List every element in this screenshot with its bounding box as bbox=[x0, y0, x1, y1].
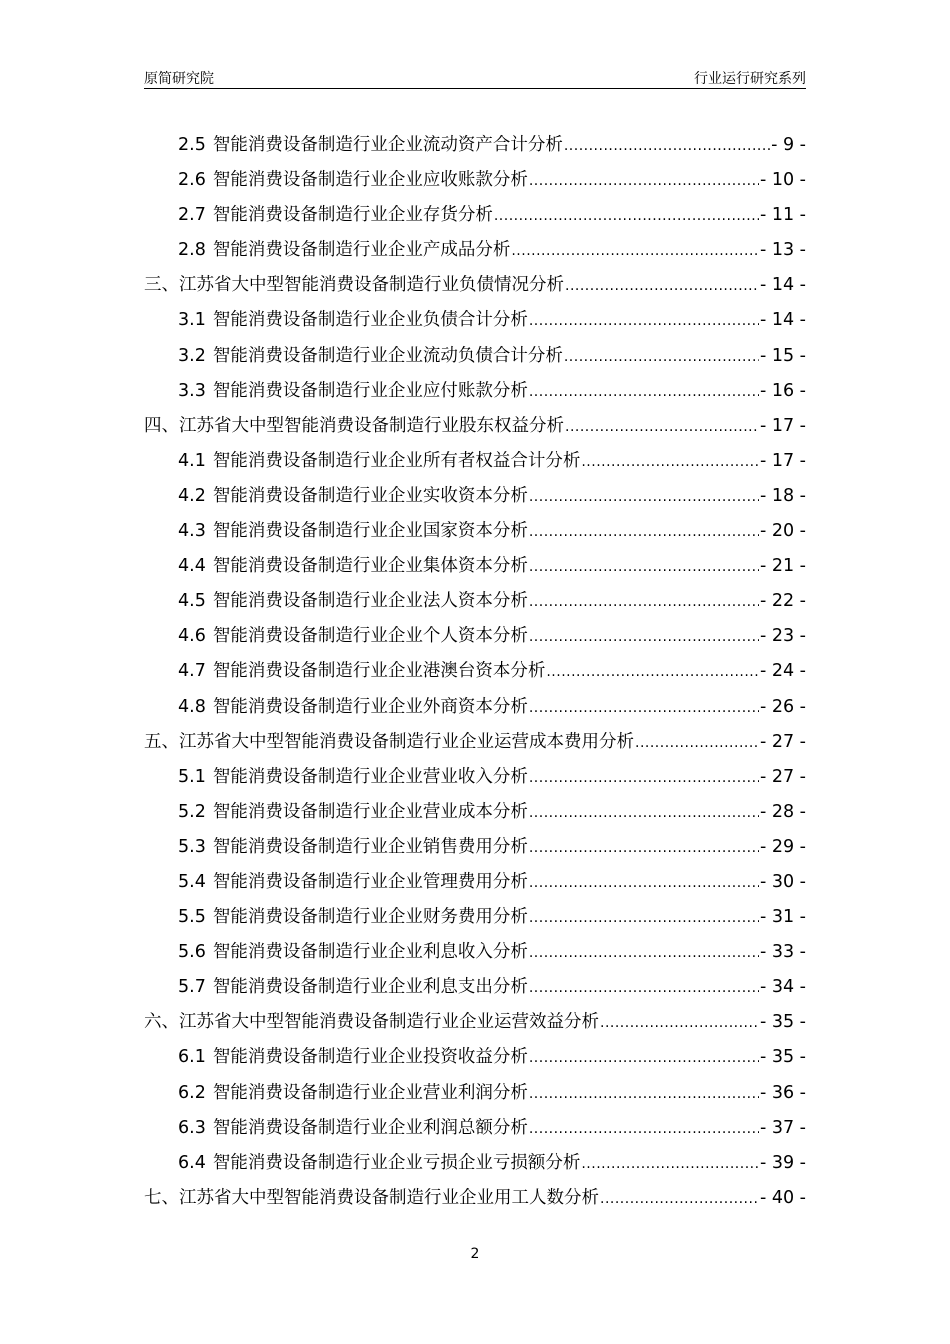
toc-dot-leader bbox=[529, 1041, 759, 1076]
toc-entry-number: 6.2 bbox=[178, 1082, 206, 1103]
toc-entry-page: - 24 - bbox=[759, 661, 806, 682]
header-left-text: 原简研究院 bbox=[144, 71, 214, 87]
toc-entry-title: 七、江苏省大中型智能消费设备制造行业企业用工人数分析 bbox=[144, 1187, 599, 1208]
toc-dot-leader bbox=[564, 129, 770, 164]
toc-entry-page: - 13 - bbox=[759, 240, 806, 261]
toc-entry-number: 2.5 bbox=[178, 135, 206, 155]
toc-entry-title: 智能消费设备制造行业企业流动负债合计分析 bbox=[212, 345, 563, 366]
toc-entry-page: - 35 - bbox=[759, 1012, 806, 1033]
toc-entry[interactable] bbox=[144, 690, 806, 725]
toc-entry-page: - 35 - bbox=[759, 1047, 806, 1068]
toc-entry-title: 智能消费设备制造行业企业销售费用分析 bbox=[212, 836, 528, 857]
toc-entry-page: - 21 - bbox=[759, 556, 806, 577]
toc-entry-page: - 17 - bbox=[759, 415, 806, 436]
toc-entry-title: 智能消费设备制造行业企业个人资本分析 bbox=[212, 626, 528, 647]
toc-entry-number: 4.1 bbox=[178, 450, 206, 471]
toc-entry[interactable] bbox=[144, 1111, 806, 1146]
toc-entry-number: 5.1 bbox=[178, 766, 206, 787]
toc-entry-number: 5.3 bbox=[178, 836, 206, 857]
toc-entry-page: - 26 - bbox=[759, 696, 806, 717]
toc-entry-page: - 23 - bbox=[759, 626, 806, 647]
toc-entry[interactable] bbox=[144, 1005, 806, 1040]
toc-entry-page: - 20 - bbox=[759, 521, 806, 542]
toc-entry-page: - 17 - bbox=[759, 450, 806, 471]
toc-entry[interactable] bbox=[144, 268, 806, 303]
toc-entry-title: 智能消费设备制造行业企业营业利润分析 bbox=[212, 1082, 528, 1103]
toc-entry-title: 智能消费设备制造行业企业投资收益分析 bbox=[212, 1047, 528, 1068]
toc-dot-leader bbox=[529, 901, 759, 936]
toc-entry-page: - 28 - bbox=[759, 801, 806, 822]
toc-entry[interactable] bbox=[144, 865, 806, 900]
toc-entry[interactable] bbox=[144, 339, 806, 374]
toc-entry-page: - 9 - bbox=[771, 135, 806, 155]
toc-entry-title: 五、江苏省大中型智能消费设备制造行业企业运营成本费用分析 bbox=[144, 731, 634, 752]
toc-dot-leader bbox=[529, 585, 759, 620]
toc-entry[interactable] bbox=[144, 584, 806, 619]
toc-dot-leader bbox=[529, 1077, 759, 1112]
toc-entry-number: 5.4 bbox=[178, 871, 206, 892]
toc-dot-leader bbox=[529, 866, 759, 901]
toc-entry-page: - 37 - bbox=[759, 1117, 806, 1138]
toc-dot-leader bbox=[529, 375, 759, 410]
toc-entry[interactable] bbox=[144, 654, 806, 689]
toc-entry-number: 5.7 bbox=[178, 977, 206, 998]
toc-entry[interactable] bbox=[144, 795, 806, 830]
toc-entry-page: - 33 - bbox=[759, 942, 806, 963]
toc-dot-leader bbox=[635, 726, 759, 761]
toc-entry-number: 3.1 bbox=[178, 310, 206, 331]
toc-entry-title: 六、江苏省大中型智能消费设备制造行业企业运营效益分析 bbox=[144, 1012, 599, 1033]
toc-entry[interactable] bbox=[144, 1146, 806, 1181]
toc-dot-leader bbox=[565, 269, 759, 304]
toc-dot-leader bbox=[529, 550, 759, 585]
toc-entry[interactable] bbox=[144, 725, 806, 760]
toc-entry-page: - 39 - bbox=[759, 1152, 806, 1173]
toc-entry[interactable] bbox=[144, 374, 806, 409]
toc-dot-leader bbox=[529, 304, 759, 339]
toc-dot-leader bbox=[529, 515, 759, 550]
toc-dot-leader bbox=[529, 164, 759, 199]
toc-entry-title: 智能消费设备制造行业企业管理费用分析 bbox=[212, 871, 528, 892]
toc-entry-title: 智能消费设备制造行业企业产成品分析 bbox=[212, 240, 511, 261]
toc-entry[interactable] bbox=[144, 900, 806, 935]
toc-entry-number: 6.4 bbox=[178, 1152, 206, 1173]
toc-entry[interactable] bbox=[144, 198, 806, 233]
toc-entry[interactable] bbox=[144, 830, 806, 865]
toc-entry-number: 6.1 bbox=[178, 1047, 206, 1068]
toc-entry-page: - 11 - bbox=[759, 205, 806, 226]
toc-entry-number: 4.8 bbox=[178, 696, 206, 717]
toc-dot-leader bbox=[581, 445, 759, 480]
toc-entry-page: - 30 - bbox=[759, 871, 806, 892]
toc-entry-number: 2.6 bbox=[178, 170, 206, 191]
toc-entry-number: 2.8 bbox=[178, 240, 206, 261]
toc-entry-title: 智能消费设备制造行业企业利润总额分析 bbox=[212, 1117, 528, 1138]
toc-dot-leader bbox=[494, 199, 759, 234]
toc-entry[interactable] bbox=[144, 549, 806, 584]
toc-entry-title: 智能消费设备制造行业企业利息收入分析 bbox=[212, 942, 528, 963]
toc-entry[interactable] bbox=[144, 128, 806, 163]
toc-entry-title: 智能消费设备制造行业企业营业收入分析 bbox=[212, 766, 528, 787]
toc-entry-page: - 14 - bbox=[759, 310, 806, 331]
toc-entry[interactable] bbox=[144, 1076, 806, 1111]
toc-entry-page: - 10 - bbox=[759, 170, 806, 191]
toc-entry-number: 4.7 bbox=[178, 661, 206, 682]
toc-entry-title: 智能消费设备制造行业企业存货分析 bbox=[212, 205, 493, 226]
toc-entry-number: 4.4 bbox=[178, 556, 206, 577]
toc-entry-title: 智能消费设备制造行业企业财务费用分析 bbox=[212, 907, 528, 928]
toc-dot-leader bbox=[529, 936, 759, 971]
toc-entry[interactable] bbox=[144, 163, 806, 198]
toc-entry-title: 智能消费设备制造行业企业法人资本分析 bbox=[212, 591, 528, 612]
toc-entry[interactable] bbox=[144, 970, 806, 1005]
toc-entry-number: 5.6 bbox=[178, 942, 206, 963]
toc-entry-page: - 15 - bbox=[759, 345, 806, 366]
toc-dot-leader bbox=[529, 796, 759, 831]
table-of-contents bbox=[144, 128, 806, 1216]
toc-entry[interactable] bbox=[144, 479, 806, 514]
toc-entry-page: - 34 - bbox=[759, 977, 806, 998]
toc-entry[interactable] bbox=[144, 1040, 806, 1075]
toc-dot-leader bbox=[600, 1182, 759, 1217]
toc-entry-title: 三、江苏省大中型智能消费设备制造行业负债情况分析 bbox=[144, 275, 564, 296]
toc-dot-leader bbox=[529, 1112, 759, 1147]
toc-dot-leader bbox=[529, 761, 759, 796]
toc-entry-number: 4.6 bbox=[178, 626, 206, 647]
toc-entry[interactable] bbox=[144, 1181, 806, 1216]
toc-entry-page: - 31 - bbox=[759, 907, 806, 928]
toc-entry-title: 智能消费设备制造行业企业应付账款分析 bbox=[212, 380, 528, 401]
toc-entry-page: - 27 - bbox=[759, 731, 806, 752]
toc-entry[interactable] bbox=[144, 409, 806, 444]
toc-entry[interactable] bbox=[144, 935, 806, 970]
toc-entry[interactable] bbox=[144, 233, 806, 268]
toc-entry-number: 2.7 bbox=[178, 205, 206, 226]
toc-entry-page: - 36 - bbox=[759, 1082, 806, 1103]
toc-entry-page: - 22 - bbox=[759, 591, 806, 612]
toc-entry[interactable] bbox=[144, 444, 806, 479]
toc-entry-page: - 40 - bbox=[759, 1187, 806, 1208]
toc-entry-title: 智能消费设备制造行业企业港澳台资本分析 bbox=[212, 661, 546, 682]
toc-dot-leader bbox=[564, 340, 759, 375]
toc-entry-title: 智能消费设备制造行业企业外商资本分析 bbox=[212, 696, 528, 717]
toc-dot-leader bbox=[600, 1006, 759, 1041]
toc-dot-leader bbox=[529, 691, 759, 726]
toc-entry-title: 智能消费设备制造行业企业所有者权益合计分析 bbox=[212, 450, 581, 471]
toc-entry-number: 4.2 bbox=[178, 485, 206, 506]
toc-dot-leader bbox=[529, 480, 759, 515]
toc-entry-page: - 29 - bbox=[759, 836, 806, 857]
toc-dot-leader bbox=[546, 655, 759, 690]
toc-entry-number: 4.5 bbox=[178, 591, 206, 612]
toc-dot-leader bbox=[565, 410, 759, 445]
toc-entry-page: - 14 - bbox=[759, 275, 806, 296]
toc-entry-number: 5.5 bbox=[178, 907, 206, 928]
toc-entry-number: 4.3 bbox=[178, 521, 206, 542]
toc-dot-leader bbox=[581, 1147, 759, 1182]
page-number: 2 bbox=[470, 1246, 480, 1262]
toc-entry-title: 智能消费设备制造行业企业实收资本分析 bbox=[212, 485, 528, 506]
toc-entry-page: - 27 - bbox=[759, 766, 806, 787]
toc-entry-title: 智能消费设备制造行业企业营业成本分析 bbox=[212, 801, 528, 822]
page-header bbox=[144, 66, 806, 89]
toc-entry-number: 3.3 bbox=[178, 380, 206, 401]
toc-entry-number: 5.2 bbox=[178, 801, 206, 822]
toc-entry-title: 智能消费设备制造行业企业利息支出分析 bbox=[212, 977, 528, 998]
toc-dot-leader bbox=[511, 234, 759, 269]
toc-dot-leader bbox=[529, 831, 759, 866]
toc-entry-title: 智能消费设备制造行业企业负债合计分析 bbox=[212, 310, 528, 331]
toc-entry[interactable] bbox=[144, 514, 806, 549]
toc-entry[interactable] bbox=[144, 619, 806, 654]
toc-entry-page: - 18 - bbox=[759, 485, 806, 506]
toc-entry-title: 智能消费设备制造行业企业国家资本分析 bbox=[212, 521, 528, 542]
toc-entry-title: 智能消费设备制造行业企业流动资产合计分析 bbox=[212, 135, 563, 155]
toc-entry[interactable] bbox=[144, 760, 806, 795]
toc-entry[interactable] bbox=[144, 303, 806, 338]
toc-entry-number: 3.2 bbox=[178, 345, 206, 366]
toc-dot-leader bbox=[529, 971, 759, 1006]
toc-entry-number: 6.3 bbox=[178, 1117, 206, 1138]
toc-entry-page: - 16 - bbox=[759, 380, 806, 401]
header-right-text: 行业运行研究系列 bbox=[694, 71, 806, 87]
toc-dot-leader bbox=[529, 620, 759, 655]
toc-entry-title: 四、江苏省大中型智能消费设备制造行业股东权益分析 bbox=[144, 415, 564, 436]
toc-entry-title: 智能消费设备制造行业企业集体资本分析 bbox=[212, 556, 528, 577]
toc-entry-title: 智能消费设备制造行业企业应收账款分析 bbox=[212, 170, 528, 191]
toc-entry-title: 智能消费设备制造行业企业亏损企业亏损额分析 bbox=[212, 1152, 581, 1173]
